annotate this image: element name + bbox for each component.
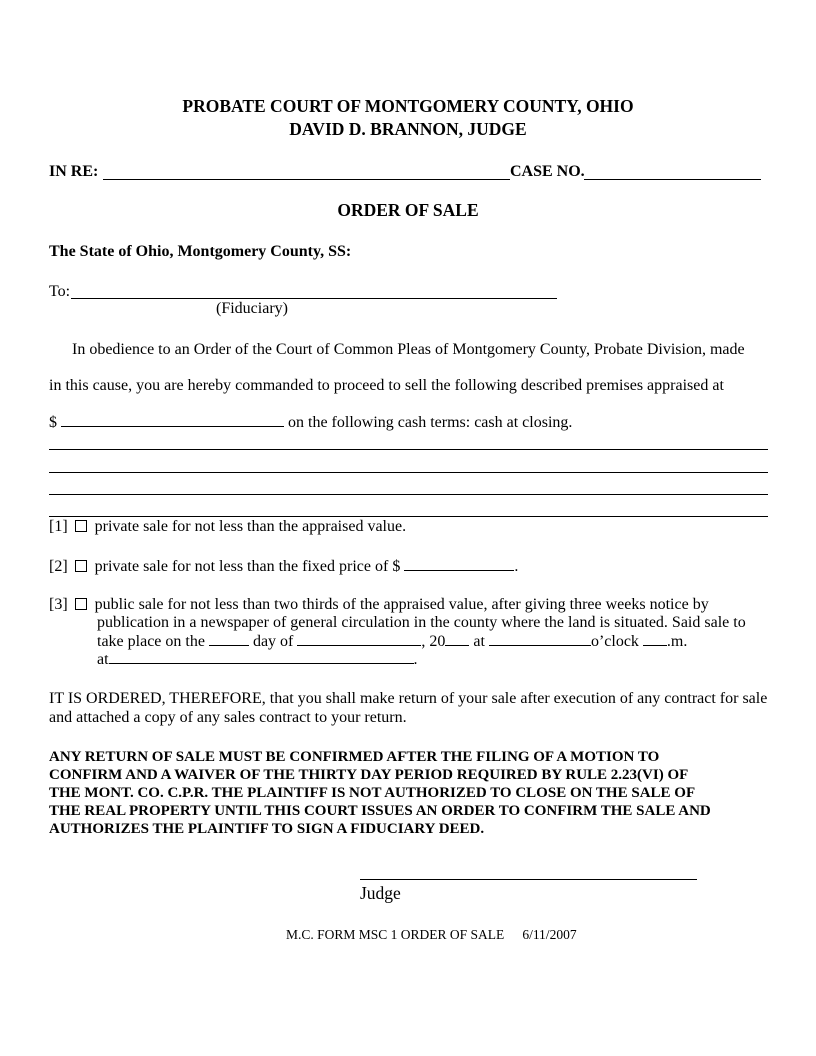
option-1 <box>49 518 406 536</box>
notice-line-5: AUTHORIZES THE PLAINTIFF TO SIGN A FIDUCIARY DEED. <box>49 821 485 837</box>
description-line-3[interactable] <box>49 494 768 495</box>
year-prefix: , 20 <box>421 633 446 650</box>
sale-time-field[interactable] <box>489 633 591 646</box>
form-footer <box>286 927 577 943</box>
judge-title: DAVID D. BRANNON, JUDGE <box>289 119 527 139</box>
ordered-line-1: IT IS ORDERED, THEREFORE, that you shall make return of your sale after execution of any contract for sale <box>49 690 768 707</box>
fiduciary-field[interactable] <box>71 298 557 299</box>
sale-date-label: take place on the <box>97 633 205 650</box>
venue-line: The State of Ohio, Montgomery County, SS: <box>49 243 352 260</box>
notice-line-4: THE REAL PROPERTY UNTIL THIS COURT ISSUES AN ORDER TO CONFIRM THE SALE AND <box>49 803 711 819</box>
option-1-text: private sale for not less than the appraised value. <box>94 518 407 535</box>
fixed-price-field[interactable] <box>404 558 514 571</box>
at-label: at <box>473 633 485 650</box>
option-3-number: [3] <box>49 596 68 613</box>
in-re-field[interactable] <box>103 179 510 180</box>
fiduciary-label: (Fiduciary) <box>216 300 288 317</box>
description-line-1[interactable] <box>49 449 768 450</box>
option-3-line-2: publication in a newspaper of general circulation in the county where the land is situated. Said sale to <box>97 614 746 631</box>
appraised-line <box>49 414 572 432</box>
option-3-line-3 <box>97 633 687 651</box>
judge-signature-line[interactable] <box>360 879 697 880</box>
in-re-label: IN RE: <box>49 163 99 180</box>
sale-year-field[interactable] <box>445 633 469 646</box>
description-line-4[interactable] <box>49 516 768 517</box>
option-1-checkbox[interactable] <box>75 520 87 532</box>
notice-line-1: ANY RETURN OF SALE MUST BE CONFIRMED AFTER THE FILING OF A MOTION TO <box>49 749 660 765</box>
option-3-checkbox[interactable] <box>75 598 87 610</box>
option-2 <box>49 558 518 576</box>
to-label: To: <box>49 283 71 300</box>
option-2-number: [2] <box>49 558 68 575</box>
option-1-number: [1] <box>49 518 68 535</box>
appraised-amount-field[interactable] <box>61 414 284 427</box>
document-title: ORDER OF SALE <box>337 200 479 220</box>
option-2-text: private sale for not less than the fixed price of $ <box>94 558 401 575</box>
option-2-checkbox[interactable] <box>75 560 87 572</box>
body-para-1: In obedience to an Order of the Court of Common Pleas of Montgomery County, Probate Division, made <box>72 341 745 358</box>
sale-day-field[interactable] <box>209 633 249 646</box>
cash-terms: on the following cash terms: cash at closing. <box>288 414 573 431</box>
option-2-end: . <box>514 558 519 575</box>
day-of-label: day of <box>252 633 294 650</box>
notice-line-2: CONFIRM AND A WAIVER OF THE THIRTY DAY PERIOD REQUIRED BY RULE 2.23(VI) OF <box>49 767 689 783</box>
location-at-label: at <box>97 651 109 668</box>
notice-line-3: THE MONT. CO. C.P.R. THE PLAINTIFF IS NOT AUTHORIZED TO CLOSE ON THE SALE OF <box>49 785 696 801</box>
location-end: . <box>413 651 418 668</box>
sale-ampm-field[interactable] <box>643 633 667 646</box>
case-no-label: CASE NO. <box>510 163 585 180</box>
oclock-label: o’clock <box>590 633 639 650</box>
dollar-sign: $ <box>49 414 57 431</box>
court-title: PROBATE COURT OF MONTGOMERY COUNTY, OHIO <box>182 96 634 116</box>
sale-month-field[interactable] <box>297 633 421 646</box>
judge-signature-label: Judge <box>360 883 401 903</box>
body-para-2: in this cause, you are hereby commanded to proceed to sell the following described premises appraised at <box>49 377 724 394</box>
form-id: M.C. FORM MSC 1 ORDER OF SALE <box>286 927 505 942</box>
ordered-line-2: and attached a copy of any sales contract to your return. <box>49 709 407 726</box>
meridiem-label: .m. <box>666 633 688 650</box>
case-no-field[interactable] <box>584 179 761 180</box>
form-date: 6/11/2007 <box>522 927 577 942</box>
sale-location-field[interactable] <box>109 651 414 664</box>
option-3-line-1: public sale for not less than two thirds of the appraised value, after giving three weeks notice by <box>94 596 709 613</box>
option-3 <box>49 596 709 614</box>
description-line-2[interactable] <box>49 472 768 473</box>
option-3-line-4 <box>97 651 418 669</box>
